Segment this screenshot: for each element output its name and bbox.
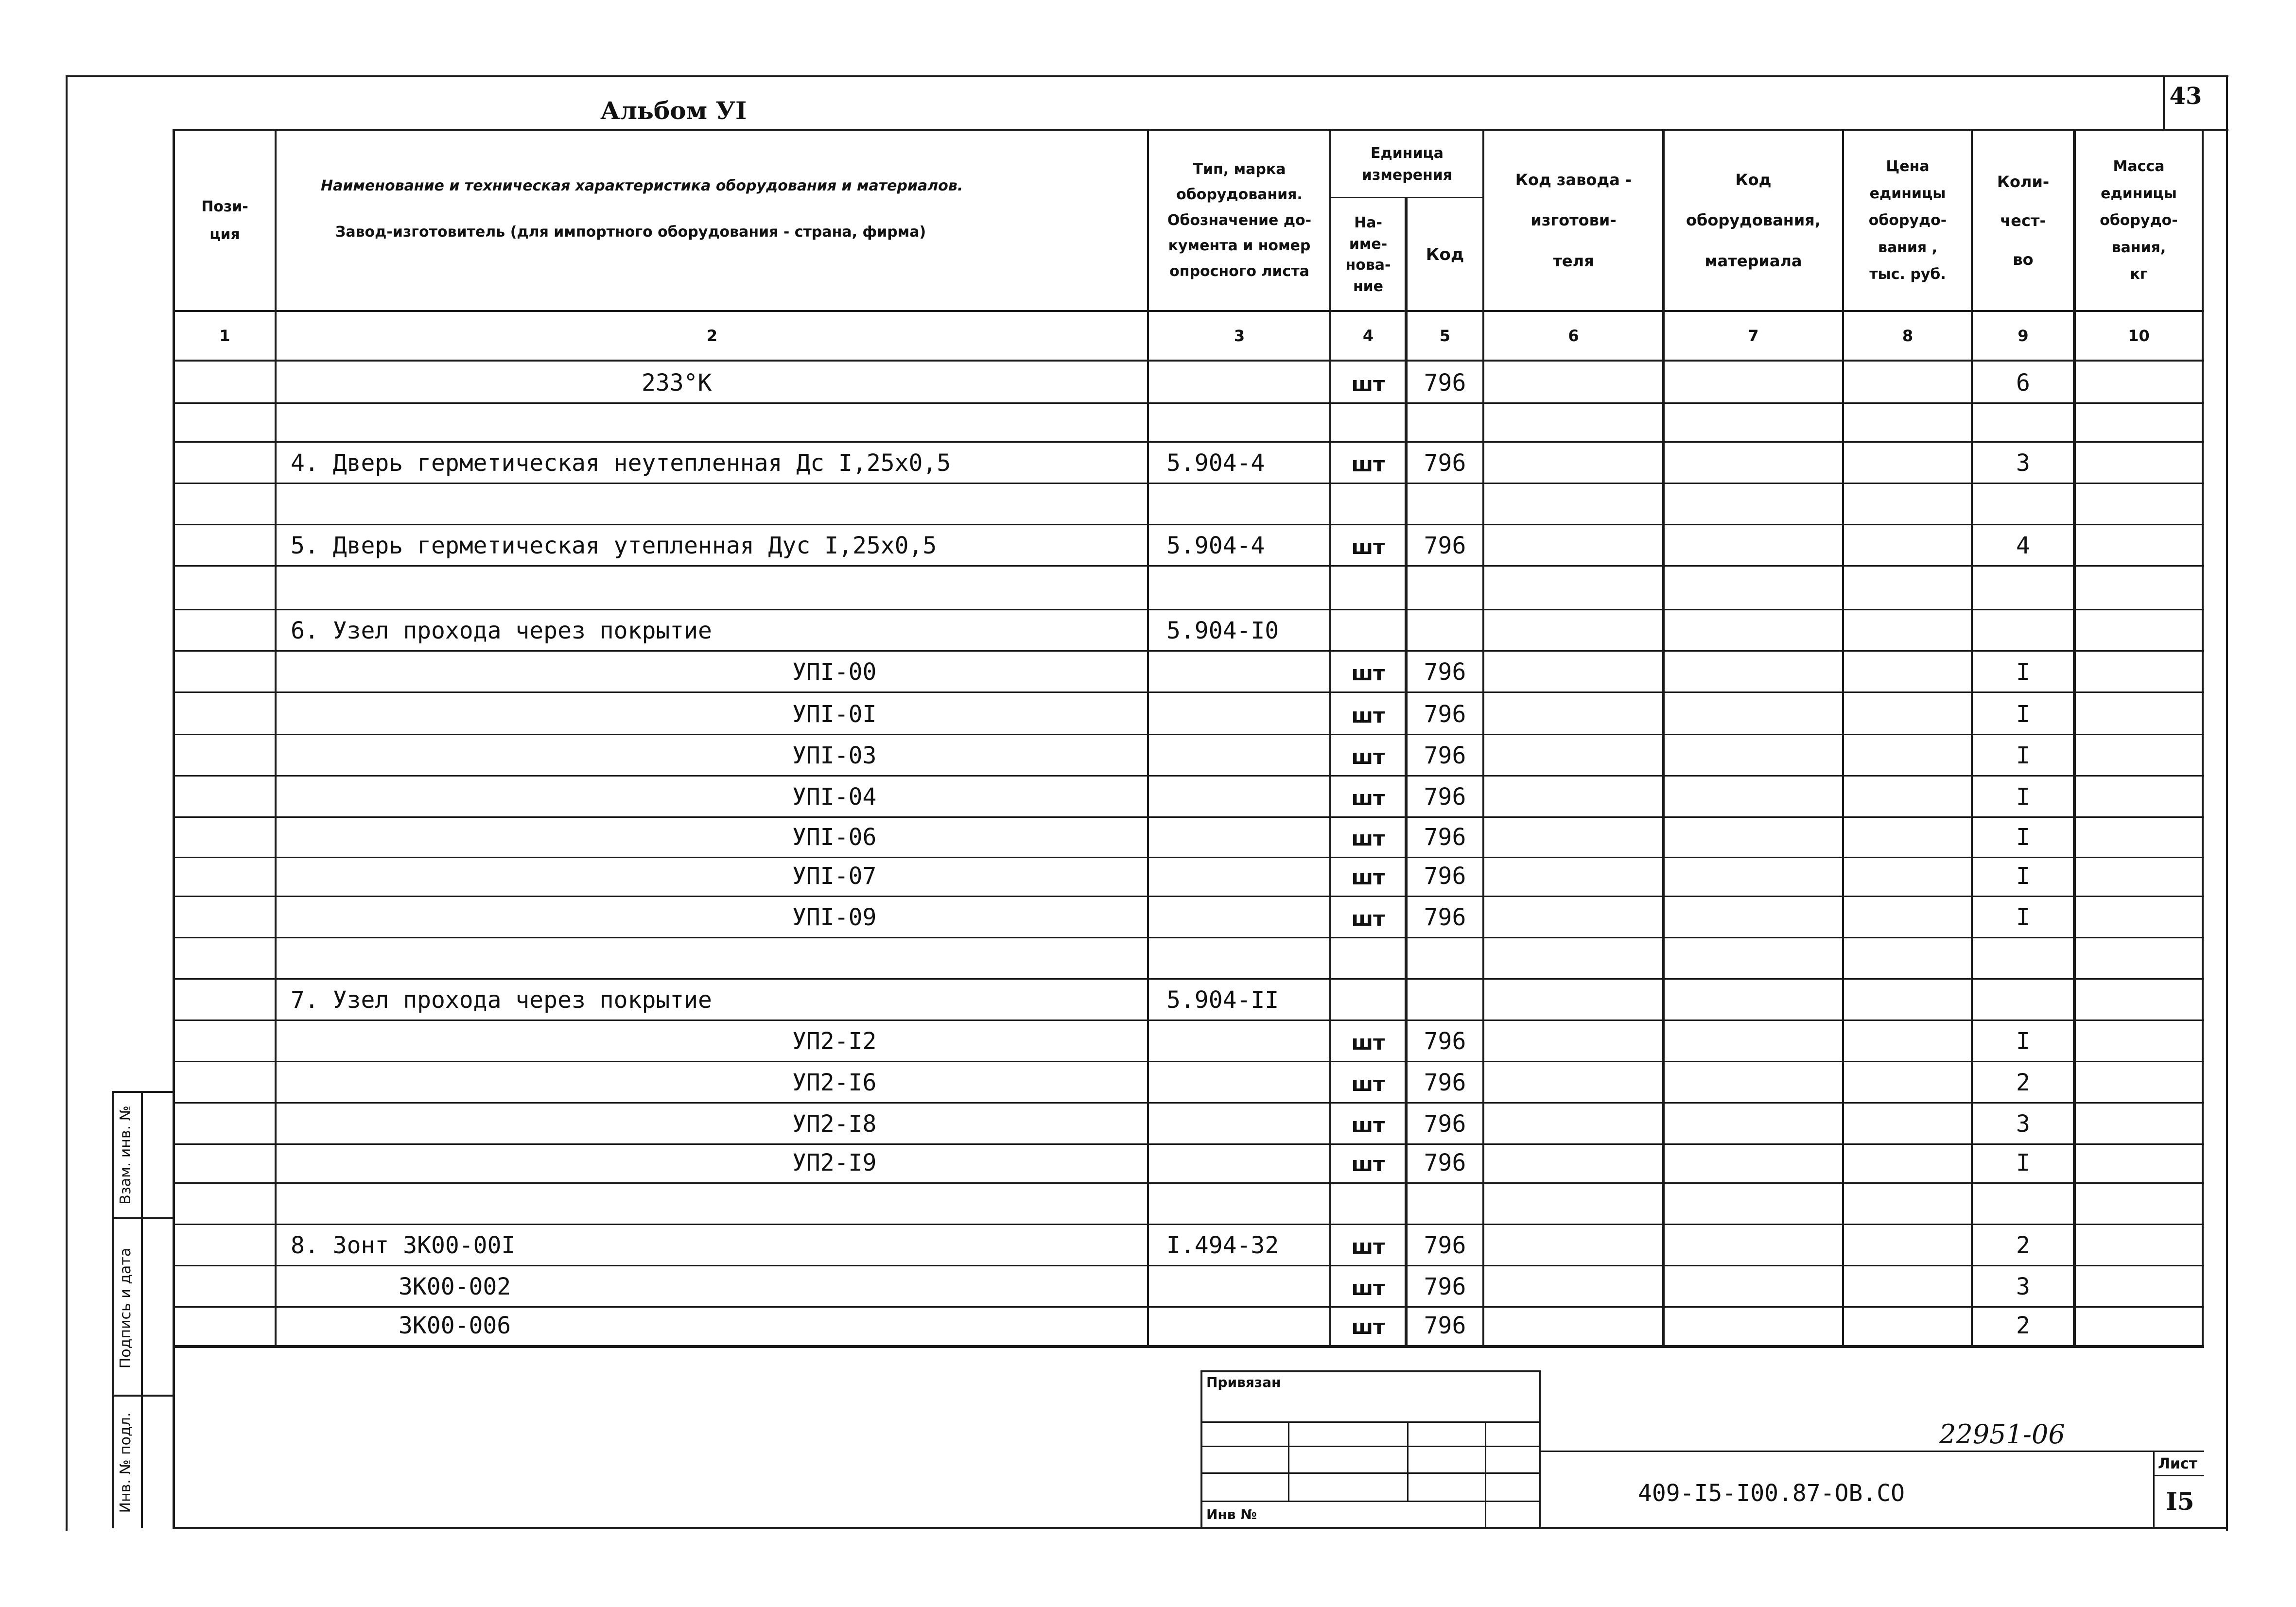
page-number: 43 (2169, 83, 2202, 110)
row-name: 8. Зонт ЗК00-00І (291, 1232, 516, 1259)
row-unit: шт (1351, 1235, 1385, 1259)
column-number-10: 10 (2128, 327, 2150, 345)
row-line (173, 402, 2204, 404)
column-number-3: 3 (1234, 327, 1245, 345)
header-col-9: Коли- чест- во (1997, 173, 2050, 269)
row-qty: 2 (2016, 1232, 2030, 1259)
side-label-signature-date: Подпись и дата (117, 1247, 134, 1369)
col-line-2 (1147, 129, 1149, 1348)
sheet-number: І5 (2166, 1487, 2194, 1516)
stamp-line-1 (1200, 1421, 1541, 1423)
column-number-4: 4 (1362, 327, 1374, 345)
row-line (173, 483, 2204, 484)
row-line (173, 691, 2204, 693)
row-qty: І (2016, 742, 2030, 769)
header-unit-group: Единица измерения (1361, 144, 1453, 184)
column-number-1: 1 (219, 327, 230, 345)
row-qty: І (2016, 1149, 2030, 1176)
row-line (173, 1224, 2204, 1225)
row-code: 796 (1424, 904, 1466, 931)
row-qty: І (2016, 701, 2030, 728)
row-code: 796 (1424, 1149, 1466, 1176)
row-qty: І (2016, 1028, 2030, 1055)
header-col-2-line-2: Завод-изготовитель (для импортного оборудования - страна, фирма) (335, 224, 926, 241)
header-col-8: Цена единицы оборудо- вания , тыс. руб. (1868, 158, 1947, 283)
row-name: ЗК00-006 (399, 1312, 511, 1339)
row-unit: шт (1351, 786, 1385, 810)
column-number-8: 8 (1902, 327, 1913, 345)
frame-top (66, 75, 2228, 77)
row-unit: шт (1351, 827, 1385, 850)
sheet-label: Лист (2158, 1455, 2198, 1472)
row-name: УПІ-03 (792, 742, 877, 769)
row-code: 796 (1424, 1110, 1466, 1138)
row-unit: шт (1351, 1315, 1385, 1339)
stamp-vline-1 (1288, 1421, 1289, 1502)
stamp-vline-2 (1407, 1421, 1409, 1502)
column-number-6: 6 (1568, 327, 1579, 345)
numbers-bottom-line (173, 360, 2204, 362)
row-qty: І (2016, 824, 2030, 851)
row-name: 7. Узел прохода через покрытие (291, 986, 712, 1014)
row-code: 796 (1424, 742, 1466, 769)
row-line (173, 1182, 2204, 1184)
row-name: УПІ-06 (792, 824, 877, 851)
row-unit: шт (1351, 1276, 1385, 1300)
row-line (173, 565, 2204, 567)
header-col-5: Код (1426, 244, 1464, 264)
col-line-8 (1971, 129, 1973, 1348)
row-line (173, 1265, 2204, 1266)
header-col-7: Код оборудования, материала (1686, 171, 1821, 270)
row-line (173, 978, 2204, 980)
stamp-line-4 (1200, 1501, 1541, 1502)
row-name: 6. Узел прохода через покрытие (291, 617, 712, 644)
row-unit: шт (1351, 452, 1385, 476)
header-col-3: Тип, марка оборудования. Обозначение до- кумента и номер опросного листа (1167, 160, 1312, 280)
row-name: УПІ-07 (792, 863, 877, 890)
row-qty: І (2016, 904, 2030, 931)
row-unit: шт (1351, 907, 1385, 931)
row-qty: 3 (2016, 1110, 2030, 1138)
row-code: 796 (1424, 701, 1466, 728)
row-line (173, 1061, 2204, 1062)
row-doc: 5.904-4 (1166, 449, 1265, 477)
header-col-2-line-1: Наименование и техническая характеристика оборудования и материалов. (321, 177, 963, 194)
row-code: 796 (1424, 783, 1466, 811)
stamp-inv-no: Инв № (1206, 1506, 1257, 1522)
row-name: 233°K (642, 369, 712, 397)
page-number-box-left (2163, 75, 2165, 129)
row-unit: шт (1351, 1113, 1385, 1137)
row-unit: шт (1351, 865, 1385, 889)
row-qty: 3 (2016, 449, 2030, 477)
row-qty: І (2016, 863, 2030, 890)
doc-code-line (1541, 1451, 2204, 1452)
row-code: 796 (1424, 449, 1466, 477)
header-col-10: Масса единицы оборудо- вания, кг (2100, 158, 2178, 283)
row-name: УПІ-04 (792, 783, 877, 811)
registration-number: 22951-06 (1939, 1419, 2065, 1450)
row-unit: шт (1351, 1152, 1385, 1176)
col-line-5 (1482, 129, 1484, 1348)
row-name: УПІ-09 (792, 904, 877, 931)
stamp-vline-3 (1485, 1421, 1486, 1528)
side-label-inv-replacement: Взам. инв. № (117, 1106, 134, 1205)
sheet-box-sep (2153, 1475, 2204, 1476)
row-code: 796 (1424, 369, 1466, 397)
row-line (173, 441, 2204, 443)
row-doc: І.494-32 (1166, 1232, 1279, 1259)
row-code: 796 (1424, 1273, 1466, 1300)
row-name: УПІ-0І (792, 701, 877, 728)
row-qty: 3 (2016, 1273, 2030, 1300)
header-col-6: Код завода - изготови- теля (1515, 171, 1632, 270)
frame-right (2226, 75, 2228, 1531)
column-number-2: 2 (706, 327, 718, 345)
row-code: 796 (1424, 1028, 1466, 1055)
row-code: 796 (1424, 658, 1466, 686)
column-number-5: 5 (1439, 327, 1451, 345)
header-col-2 (277, 131, 1147, 310)
column-number-7: 7 (1748, 327, 1759, 345)
stamp-privyazan: Привязан (1206, 1374, 1281, 1390)
row-code: 796 (1424, 1069, 1466, 1096)
row-unit: шт (1351, 704, 1385, 727)
row-unit: шт (1351, 535, 1385, 559)
row-name: УП2-І9 (792, 1149, 877, 1176)
side-box-left (112, 1091, 114, 1528)
col-line-7 (1842, 129, 1844, 1348)
row-line (173, 1019, 2204, 1021)
column-number-9: 9 (2018, 327, 2029, 345)
col-line-3 (1329, 129, 1331, 1348)
side-label-inv-original: Инв. № подл. (117, 1412, 134, 1513)
row-qty: І (2016, 783, 2030, 811)
row-unit: шт (1351, 1031, 1385, 1054)
row-line (173, 1345, 2204, 1347)
row-code: 796 (1424, 824, 1466, 851)
stamp-box-left (1200, 1370, 1202, 1528)
row-unit: шт (1351, 661, 1385, 685)
row-qty: 2 (2016, 1312, 2030, 1339)
stamp-line-2 (1200, 1446, 1541, 1447)
row-line (173, 1306, 2204, 1308)
row-qty: 2 (2016, 1069, 2030, 1096)
row-line (173, 734, 2204, 735)
row-name: УП2-І6 (792, 1069, 877, 1096)
row-name: УП2-І8 (792, 1110, 877, 1138)
stamp-box-right (1539, 1370, 1541, 1528)
stamp-line-3 (1200, 1472, 1541, 1474)
row-code: 796 (1424, 1232, 1466, 1259)
row-line (173, 896, 2204, 897)
row-line (173, 524, 2204, 525)
row-doc: 5.904-ІІ (1166, 986, 1279, 1014)
row-unit: шт (1351, 1072, 1385, 1096)
row-name: 4. Дверь герметическая неутепленная Дс І,25х0,5 (291, 449, 951, 477)
row-name: УП2-І2 (792, 1028, 877, 1055)
row-name: УПІ-00 (792, 658, 877, 686)
row-qty: 6 (2016, 369, 2030, 397)
row-line (173, 857, 2204, 858)
row-doc: 5.904-4 (1166, 532, 1265, 559)
row-unit: шт (1351, 372, 1385, 396)
frame-left (66, 75, 68, 1531)
row-name: ЗК00-002 (399, 1273, 511, 1300)
header-col-1: Пози- ция (201, 198, 248, 243)
row-doc: 5.904-І0 (1166, 617, 1279, 644)
header-top-line (173, 129, 2228, 131)
row-line (173, 609, 2204, 610)
side-box-mid (141, 1091, 143, 1528)
album-title: Альбом УІ (600, 96, 747, 125)
row-line (173, 775, 2204, 777)
row-line (173, 1102, 2204, 1104)
document-code: 409-І5-І00.87-ОВ.СО (1638, 1480, 1905, 1507)
row-unit: шт (1351, 745, 1385, 769)
row-line (173, 1143, 2204, 1145)
sheet-box-left (2153, 1451, 2155, 1528)
col-line-1 (275, 129, 277, 1348)
row-line (173, 937, 2204, 938)
row-code: 796 (1424, 532, 1466, 559)
row-line (173, 816, 2204, 818)
row-code: 796 (1424, 863, 1466, 890)
stamp-box-top (1200, 1370, 1541, 1372)
row-line (173, 650, 2204, 652)
row-name: 5. Дверь герметическая утепленная Дус І,25х0,5 (291, 532, 937, 559)
header-col-4: На- име- нова- ние (1345, 214, 1391, 295)
row-code: 796 (1424, 1312, 1466, 1339)
row-qty: 4 (2016, 532, 2030, 559)
col-line-4 (1405, 197, 1408, 1348)
row-qty: І (2016, 658, 2030, 686)
